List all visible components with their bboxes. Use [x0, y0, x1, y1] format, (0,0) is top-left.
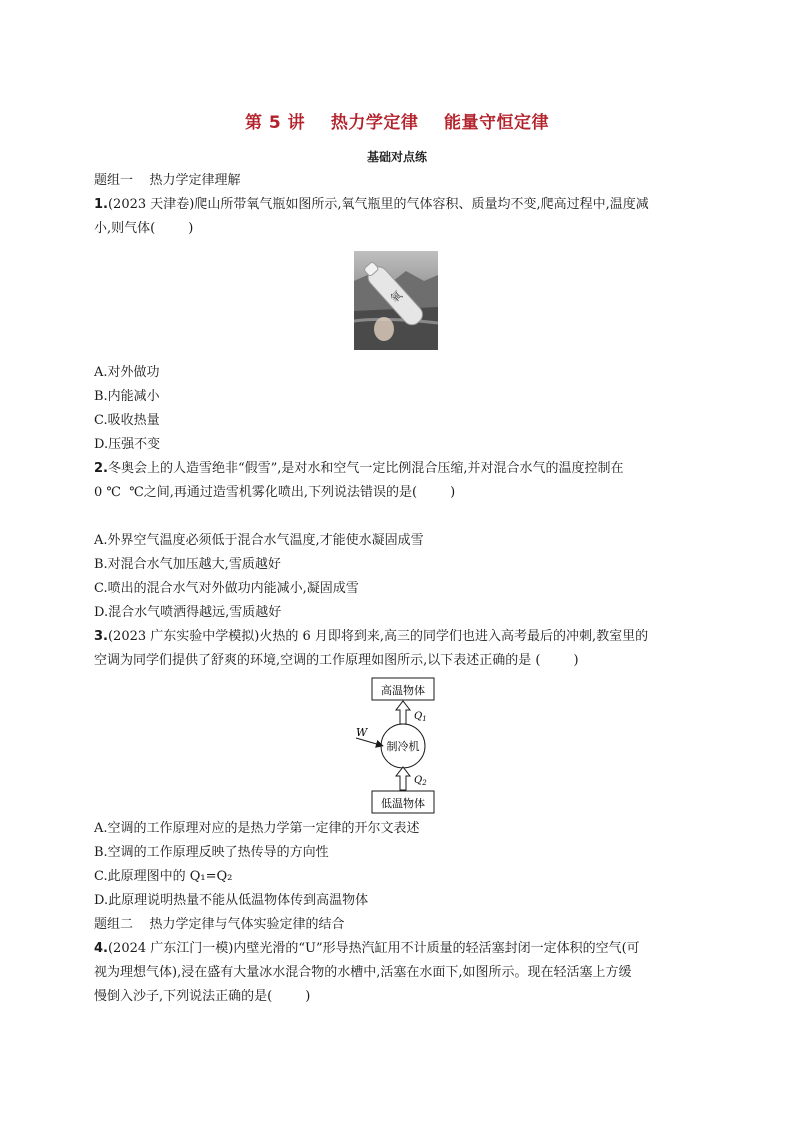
question-1-line-1	[94, 196, 649, 214]
refrigerator-label: 制冷机	[386, 740, 420, 753]
section-title: 基础对点练	[366, 150, 427, 164]
option-2b: B.对混合水气加压越大,雪质越好	[94, 557, 281, 572]
question-number: 4.	[94, 941, 108, 956]
option-1c: C.吸收热量	[94, 413, 160, 428]
question-number: 3.	[94, 629, 108, 644]
question-4-line-2: 视为理想气体),浸在盛有大量冰水混合物的水槽中,活塞在水面下,如图所示。现在轻活塞上方缓	[94, 965, 632, 980]
question-number: 1.	[94, 197, 108, 212]
option-1a: A.对外做功	[94, 365, 160, 380]
question-2-line-2: 0 ℃ ℃之间,再通过造雪机雾化喷出,下列说法错误的是( )	[94, 485, 456, 500]
question-text: (2024 广东江门一模)内壁光滑的“U”形导热汽缸用不计质量的轻活塞封闭一定体积的空气(可	[107, 941, 640, 956]
q1-arrow	[396, 701, 410, 724]
option-2c: C.喷出的混合水气对外做功内能减小,凝固成雪	[94, 581, 359, 596]
refrigerator-diagram	[350, 676, 450, 816]
oxygen-bottle-photo	[354, 251, 438, 350]
high-temp-label: 高温物体	[381, 684, 425, 697]
question-2-line-1	[94, 460, 624, 478]
question-1-line-2: 小,则气体( )	[94, 221, 194, 236]
option-1b: B.内能减小	[94, 389, 160, 404]
oxygen-bottle-image	[354, 251, 438, 350]
question-text: (2023 天津卷)爬山所带氧气瓶如图所示,氧气瓶里的气体容积、质量均不变,爬高过程中,温度减	[107, 197, 649, 212]
option-3c: C.此原理图中的 Q₁=Q₂	[94, 869, 233, 884]
question-4-line-3: 慢倒入沙子,下列说法正确的是( )	[94, 989, 311, 1004]
question-number: 2.	[94, 461, 108, 476]
option-3d: D.此原理说明热量不能从低温物体传到高温物体	[94, 893, 369, 908]
low-temp-label: 低温物体	[381, 797, 425, 810]
q1-label: $Q_1$	[414, 711, 427, 723]
question-text: 冬奥会上的人造雪绝非“假雪”,是对水和空气一定比例混合压缩,并对混合水气的温度控制在	[107, 461, 624, 476]
option-2a: A.外界空气温度必须低于混合水气温度,才能使水凝固成雪	[94, 533, 424, 548]
question-3-line-2: 空调为同学们提供了舒爽的环境,空调的工作原理如图所示,以下表述正确的是 ( )	[94, 653, 579, 668]
option-2d: D.混合水气喷洒得越远,雪质越好	[94, 605, 282, 620]
work-arrow	[356, 738, 380, 745]
work-label: W	[356, 726, 368, 739]
q2-label: $Q_2$	[414, 775, 427, 787]
question-4-line-1	[94, 940, 640, 958]
bottle-label: 氧	[387, 288, 405, 306]
group-heading-1: 题组一 热力学定律理解	[94, 173, 241, 188]
page-title: 第 5 讲 热力学定律 能量守恒定律	[244, 113, 549, 133]
question-3-line-1	[94, 628, 648, 646]
group-heading-2: 题组二 热力学定律与气体实验定律的结合	[94, 917, 345, 932]
option-1d: D.压强不变	[94, 437, 161, 452]
option-3b: B.空调的工作原理反映了热传导的方向性	[94, 845, 329, 860]
option-3a: A.空调的工作原理对应的是热力学第一定律的开尔文表述	[94, 821, 420, 836]
question-text: (2023 广东实验中学模拟)火热的 6 月即将到来,高三的同学们也进入高考最后的冲刺,教室里的	[107, 629, 649, 644]
q2-arrow	[396, 767, 410, 790]
